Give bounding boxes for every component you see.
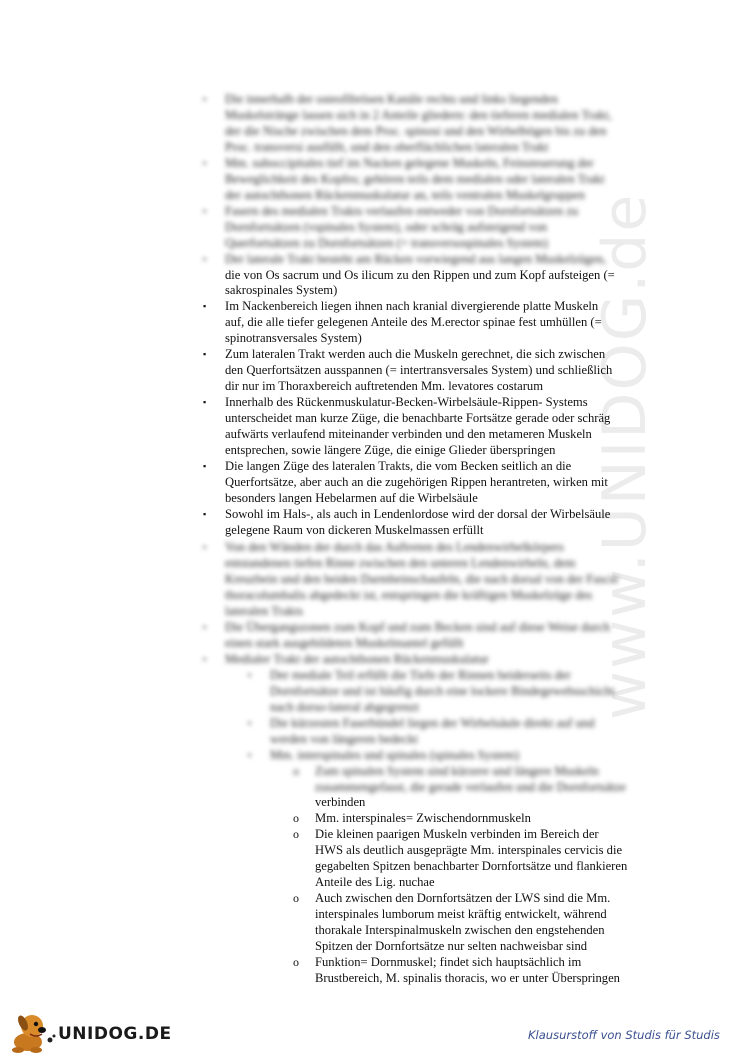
text-line: Dornfortsätzen (vspinales System), oder schräg aufsteigend von — [225, 220, 548, 234]
bullet-marker: ▪ — [203, 94, 207, 104]
text-line: HWS als deutlich ausgeprägte Mm. interspinales cervicis die — [315, 843, 623, 857]
bullet-marker: ▪ — [203, 654, 207, 664]
text-line: Proc. transversi ausfüllt, und den oberflächlichen lateralen Trakt — [225, 140, 549, 154]
text-line: Die Übergangszonen zum Kopf und zum Becken sind auf diese Weise durch — [225, 620, 610, 634]
text-line: thorakale Interspinalmuskeln zwischen den engstehenden — [315, 923, 605, 937]
text-line: Die kürzesten Faserbündel liegen der Wirbelsäule direkt auf und — [270, 716, 595, 730]
text-line: Querfortsätzen zu Dornfortsätzen (= transversospinales System) — [225, 236, 548, 250]
circle-marker: o — [293, 955, 299, 969]
bullet-marker: ▪ — [248, 670, 252, 680]
text-line: sakrospinales System) — [225, 283, 338, 297]
text-line: der die Nische zwischen dem Proc. spinosi und den Wirbelbögen bis zu den — [225, 124, 607, 138]
unidog-logo — [6, 1010, 172, 1054]
text-line: Muskelstränge lassen sich in 2 Anteile gliedern: den tieferen medialen Trakt, — [225, 108, 612, 122]
text-line: Fasern des medialen Trakts verlaufen entweder von Dornfortsätzen zu — [225, 204, 579, 218]
circle-marker: o — [293, 891, 299, 905]
bullet-marker: ▪ — [203, 301, 207, 311]
text-line: Im Nackenbereich liegen ihnen nach kranial divergierende platte Muskeln — [225, 299, 599, 313]
text-line: Innerhalb des Rückenmuskulatur-Becken-Wirbelsäule-Rippen- Systems — [225, 395, 588, 409]
text-line: Beweglichkeit des Kopfes; gehören teils dem medialen oder lateralen Trakt — [225, 172, 605, 186]
logo-text: UNIDOG.DE — [58, 1024, 172, 1044]
text-line: der autochthonen Rückenmuskulatur an, teils ventralen Muskelgruppen — [225, 188, 585, 202]
text-line: entstandenen tiefen Rinne zwischen den unteren Lendenwirbeln, dem — [225, 556, 576, 570]
text-line: den Querfortsätzen ausspannen (= intertransversales System) und schließlich — [225, 363, 613, 377]
circle-marker: o — [293, 764, 299, 778]
text-line: Brustbereich, M. spinalis thoracis, wo er unter Überspringen — [315, 971, 620, 985]
text-line: thoracolumbalis abgedeckt ist, entspringen die kräftigen Muskelzüge des — [225, 588, 593, 602]
text-line: Zum lateralen Trakt werden auch die Muskeln gerechnet, die sich zwischen — [225, 347, 606, 361]
bullet-marker: ▪ — [203, 349, 207, 359]
text-line: Die langen Züge des lateralen Trakts, die vom Becken seitlich an die — [225, 459, 572, 473]
text-line: Mm. interspinales= Zwischendornmuskeln — [315, 811, 531, 825]
text-line: Querfortsätze, aber auch an die zugehörigen Rippen herantreten, wirken mit — [225, 475, 608, 489]
text-line: Zum spinalen System sind kürzere und längere Muskeln — [315, 764, 599, 778]
text-line: gelegene Raum von dickeren Muskelmassen erfüllt — [225, 523, 484, 537]
text-line: besonders langen Hebelarmen auf die Wirbelsäule — [225, 491, 478, 505]
text-line: Der mediale Teil erfüllt die Tiefe der Rinnen beiderseits der — [270, 668, 571, 682]
text-line: Der laterale Trakt besteht am Rücken vorwiegend aus langen Muskelzügen, — [225, 252, 607, 266]
text-line: Die innerhalb der osteofibrösen Kanäle rechts und links liegenden — [225, 92, 558, 106]
text-line: Von den Wänden der durch das Auftreten des Lendenwirbelkörpers — [225, 540, 564, 554]
bullet-marker: ▪ — [203, 509, 207, 519]
text-line: auf, die alle tiefer gelegenen Anteile des M.erector spinae fest umhüllen (= — [225, 315, 602, 329]
text-line: Kreuzbein und den beiden Darmbeinschaufeln, die nach dorsal von der Fascie — [225, 572, 619, 586]
bullet-marker: ▪ — [203, 397, 207, 407]
circle-marker: o — [293, 811, 299, 825]
text-line: Die kleinen paarigen Muskeln verbinden im Bereich der — [315, 827, 599, 841]
text-line: aufwärts verlaufend miteinander verbinden und den metameren Muskeln — [225, 427, 592, 441]
bullet-marker: ▪ — [203, 461, 207, 471]
text-line: die von Os sacrum und Os ilicum zu den Rippen und zum Kopf aufsteigen (= — [225, 268, 615, 282]
text-line: lateralen Trakts — [225, 604, 303, 618]
footer-tagline: Klausurstoff von Studis für Studis — [528, 1028, 720, 1042]
text-line: dir nur im Thoraxbereich auftretenden Mm. levatores costarum — [225, 379, 543, 393]
text-line: verbinden — [315, 795, 366, 809]
text-line: Medialer Trakt der autochthonen Rückenmuskulatur — [225, 652, 489, 666]
text-line: unterscheidet man kurze Züge, die benachbarte Fortsätze gerade oder schräg — [225, 411, 611, 425]
bullet-marker: ▪ — [248, 750, 252, 760]
text-line: gegabelten Spitzen benachbarter Dornfortsätze und flankieren — [315, 859, 628, 873]
text-line: spinotransversales System) — [225, 331, 362, 345]
text-line: Anteile des Lig. nuchae — [315, 875, 435, 889]
bullet-marker: ▪ — [203, 158, 207, 168]
text-line: entsprechen, sowie längere Züge, die einige Glieder überspringen — [225, 443, 556, 457]
bullet-marker: ▪ — [248, 718, 252, 728]
text-line: Funktion= Dornmuskel; findet sich hauptsächlich im — [315, 955, 582, 969]
watermark: www.UNIDOG.de — [590, 192, 660, 720]
text-line: Auch zwischen den Dornfortsätzen der LWS sind die Mm. — [315, 891, 611, 905]
circle-marker: o — [293, 827, 299, 841]
text-line: nach dorso-lateral abgegrenzt — [270, 700, 419, 714]
text-line: werden von längeren bedeckt — [270, 732, 418, 746]
text-line: Sowohl im Hals-, als auch in Lendenlordose wird der dorsal der Wirbelsäule — [225, 507, 611, 521]
text-line: Dornfortsätze und ist häufig durch eine lockere Bindegewebsschicht — [270, 684, 615, 698]
text-line: Mm. interspinales und spinales (spinales System) — [270, 748, 520, 762]
text-line: interspinales lumborum meist kräftig entwickelt, während — [315, 907, 607, 921]
dog-mascot-icon — [6, 1010, 58, 1054]
text-line: Spitzen der Dornfortsätze nur selten nachweisbar sind — [315, 939, 588, 953]
text-line: einen stark ausgebildeten Muskelmantel gefüllt — [225, 636, 464, 650]
bullet-marker: ▪ — [203, 254, 207, 264]
text-line: Mm. suboccipitales tief im Nacken gelegene Muskeln, Feinsteuerung der — [225, 156, 594, 170]
bullet-marker: ▪ — [203, 542, 207, 552]
bullet-marker: ▪ — [203, 622, 207, 632]
bullet-marker: ▪ — [203, 206, 207, 216]
text-line: zusammengefasst, die gerade verlaufen und die Dornfortsätze — [315, 780, 626, 794]
